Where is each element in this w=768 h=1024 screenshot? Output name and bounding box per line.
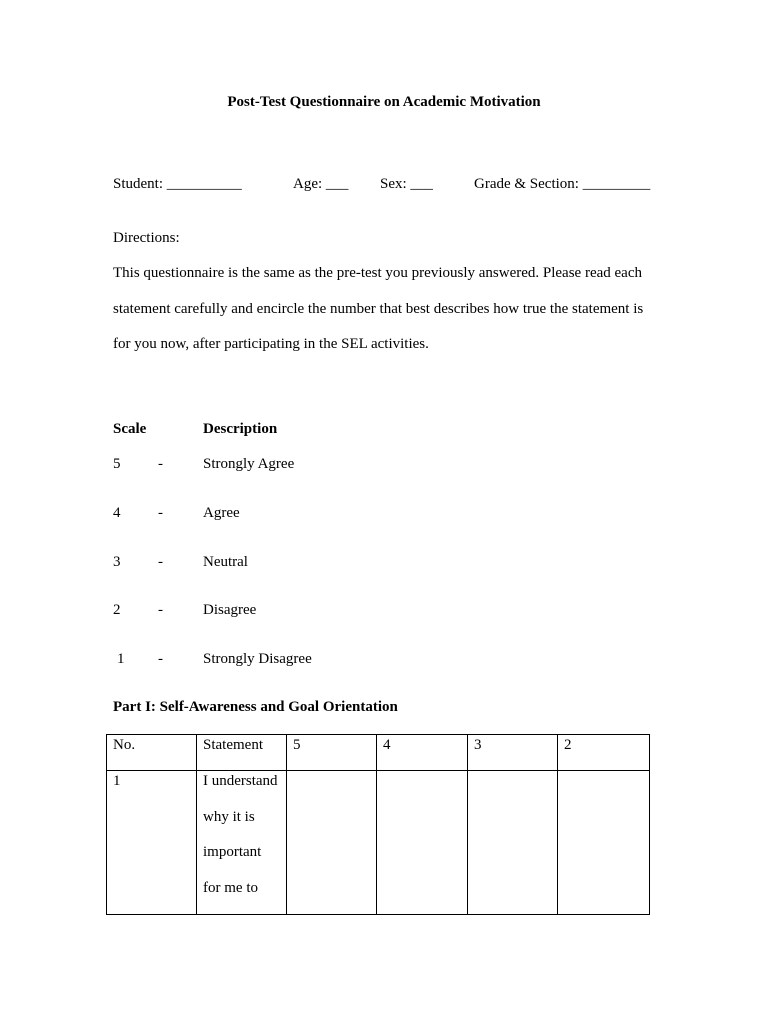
scale-value: 1 <box>117 651 125 667</box>
description-header: Description <box>203 421 278 437</box>
column-header-2: 2 <box>558 735 650 771</box>
column-header-5: 5 <box>287 735 377 771</box>
statement-line: why it is <box>203 808 255 825</box>
directions-line: for you now, after participating in the SEL activities. <box>113 336 429 352</box>
scale-value: 2 <box>113 602 121 618</box>
part1-heading: Part I: Self-Awareness and Goal Orientation <box>113 699 398 715</box>
sex-field: Sex: ___ <box>380 176 433 192</box>
part1-table <box>106 734 650 915</box>
grade-section-field: Grade & Section: _________ <box>474 176 651 192</box>
rating-cell-2[interactable] <box>558 771 650 915</box>
scale-dash: - <box>158 602 163 618</box>
scale-description: Strongly Agree <box>203 456 295 472</box>
scale-dash: - <box>158 651 163 667</box>
scale-description: Agree <box>203 505 240 521</box>
scale-value: 5 <box>113 456 121 472</box>
student-field: Student: __________ <box>113 176 242 192</box>
column-header-4: 4 <box>377 735 468 771</box>
table-header-row <box>107 735 650 771</box>
row-statement <box>197 771 287 915</box>
directions-line: statement carefully and encircle the number that best describes how true the statement is <box>113 301 644 317</box>
column-header-no: No. <box>107 735 197 771</box>
document-title: Post-Test Questionnaire on Academic Motivation <box>227 94 541 110</box>
scale-value: 4 <box>113 505 121 521</box>
scale-dash: - <box>158 456 163 472</box>
rating-cell-3[interactable] <box>468 771 558 915</box>
column-header-statement: Statement <box>197 735 287 771</box>
scale-dash: - <box>158 505 163 521</box>
rating-cell-4[interactable] <box>377 771 468 915</box>
scale-value: 3 <box>113 554 121 570</box>
rating-cell-5[interactable] <box>287 771 377 915</box>
statement-line: important <box>203 844 262 860</box>
column-header-3: 3 <box>468 735 558 771</box>
scale-header: Scale <box>113 421 147 437</box>
scale-description: Neutral <box>203 554 248 570</box>
scale-description: Disagree <box>203 602 257 618</box>
row-number: 1 <box>107 771 197 915</box>
scale-dash: - <box>158 554 163 570</box>
directions-line: This questionnaire is the same as the pre-test you previously answered. Please read each <box>113 265 642 281</box>
directions-heading: Directions: <box>113 230 180 246</box>
statement-line: I understand <box>203 773 278 789</box>
table-row <box>107 771 650 915</box>
statement-line: for me to <box>203 879 258 896</box>
age-field: Age: ___ <box>293 176 349 192</box>
scale-description: Strongly Disagree <box>203 651 312 667</box>
